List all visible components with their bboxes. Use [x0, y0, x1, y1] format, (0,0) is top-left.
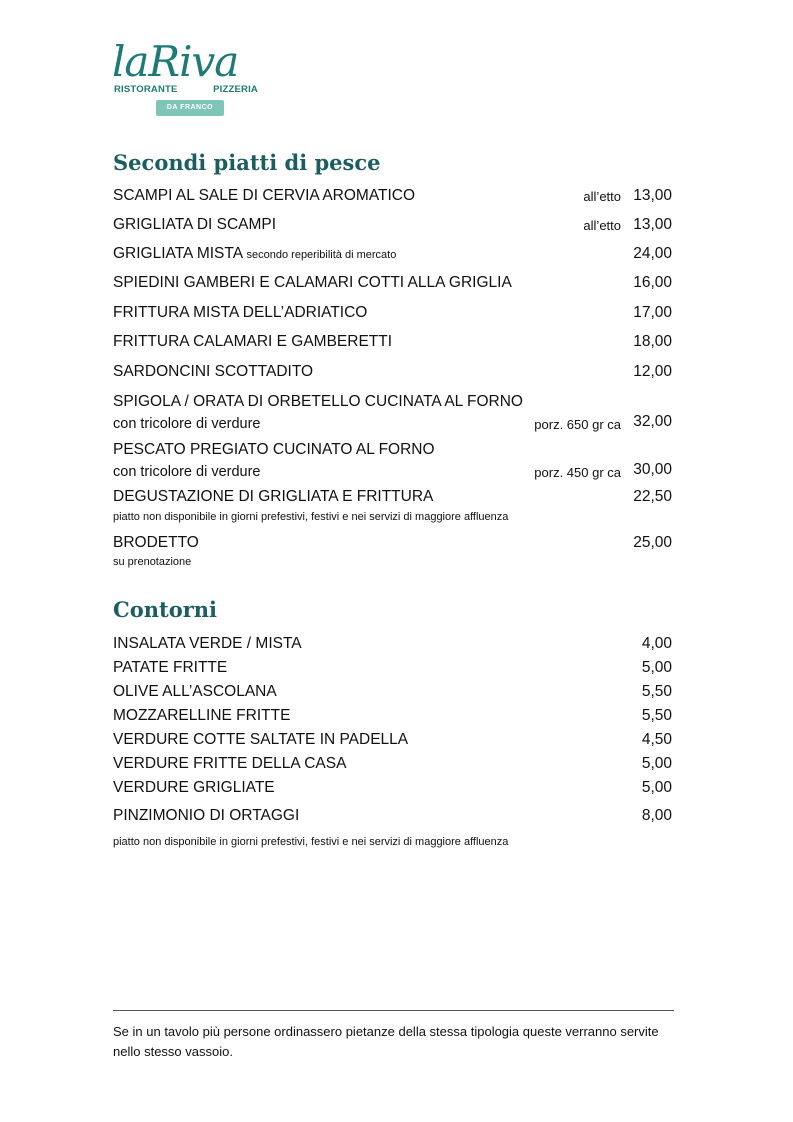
item-price: 12,00 [633, 363, 672, 380]
footer-divider [113, 1010, 674, 1011]
item-unit: all’etto [583, 189, 621, 204]
item-price: 24,00 [633, 245, 672, 262]
item-price: 16,00 [633, 274, 672, 291]
item-name: VERDURE COTTE SALTATE IN PADELLA [113, 731, 409, 748]
logo-pizzeria: PIZZERIA [213, 84, 258, 95]
item-name: BRODETTO [113, 534, 199, 551]
item-price: 4,50 [641, 731, 672, 748]
section-title-fish: Secondi piatti di pesce [113, 150, 381, 175]
item-description: con tricolore di verdure [113, 464, 261, 480]
item-note: piatto non disponibile in giorni prefestivi, festivi e nei servizi di maggiore affluenza [113, 511, 509, 523]
item-name: FRITTURA MISTA DELL’ADRIATICO [113, 304, 368, 321]
item-name: SCAMPI AL SALE DI CERVIA AROMATICO [113, 187, 416, 204]
item-price: 5,00 [641, 755, 672, 772]
item-unit: all’etto [583, 218, 621, 233]
item-price: 8,00 [641, 807, 672, 824]
item-name: PATATE FRITTE [113, 659, 228, 676]
restaurant-logo [112, 37, 258, 124]
item-price: 5,00 [641, 779, 672, 796]
item-price: 13,00 [633, 216, 672, 233]
item-price: 17,00 [633, 304, 672, 321]
item-name [113, 244, 396, 265]
item-name-text: GRIGLIATA MISTA [113, 245, 243, 262]
item-price: 25,00 [633, 534, 672, 551]
item-name: INSALATA VERDE / MISTA [113, 635, 302, 652]
item-name: SARDONCINI SCOTTADITO [113, 363, 314, 380]
item-price: 18,00 [633, 333, 672, 350]
section-title-sides: Contorni [113, 597, 218, 622]
footer-note: Se in un tavolo più persone ordinassero pietanze della stessa tipologia queste verranno servite nello stesso vassoio. [113, 1024, 659, 1059]
item-price: 5,00 [641, 659, 672, 676]
item-unit: porz. 450 gr ca [534, 465, 621, 480]
item-price: 30,00 [633, 461, 672, 478]
item-price: 5,50 [641, 707, 672, 724]
item-name: FRITTURA CALAMARI E GAMBERETTI [113, 333, 393, 350]
item-price: 13,00 [633, 187, 672, 204]
item-name: OLIVE ALL’ASCOLANA [113, 683, 277, 700]
item-name: MOZZARELLINE FRITTE [113, 707, 291, 724]
item-name: SPIEDINI GAMBERI E CALAMARI COTTI ALLA GRIGLIA [113, 274, 512, 291]
item-name: VERDURE FRITTE DELLA CASA [113, 755, 347, 772]
item-name: DEGUSTAZIONE DI GRIGLIATA E FRITTURA [113, 488, 434, 505]
item-name: PINZIMONIO DI ORTAGGI [113, 807, 300, 824]
logo-ribbon: DA FRANCO [156, 100, 224, 116]
item-name: VERDURE GRIGLIATE [113, 779, 275, 796]
item-name: PESCATO PREGIATO CUCINATO AL FORNO [113, 441, 435, 458]
item-note: su prenotazione [113, 556, 192, 568]
sides-note: piatto non disponibile in giorni prefestivi, festivi e nei servizi di maggiore affluenza [113, 836, 509, 848]
item-unit: porz. 650 gr ca [534, 417, 621, 432]
logo-ristorante: RISTORANTE [114, 84, 178, 95]
item-inline-note: secondo reperibilità di mercato [246, 249, 397, 261]
logo-subtitle [114, 84, 258, 95]
item-price: 5,50 [641, 683, 672, 700]
item-price: 4,00 [641, 635, 672, 652]
item-description: con tricolore di verdure [113, 416, 261, 432]
item-price: 22,50 [633, 488, 672, 505]
item-name: GRIGLIATA DI SCAMPI [113, 216, 277, 233]
item-price: 32,00 [633, 413, 672, 430]
item-name: SPIGOLA / ORATA DI ORBETELLO CUCINATA AL FORNO [113, 393, 523, 410]
logo-wordmark: laRiva [112, 37, 239, 86]
